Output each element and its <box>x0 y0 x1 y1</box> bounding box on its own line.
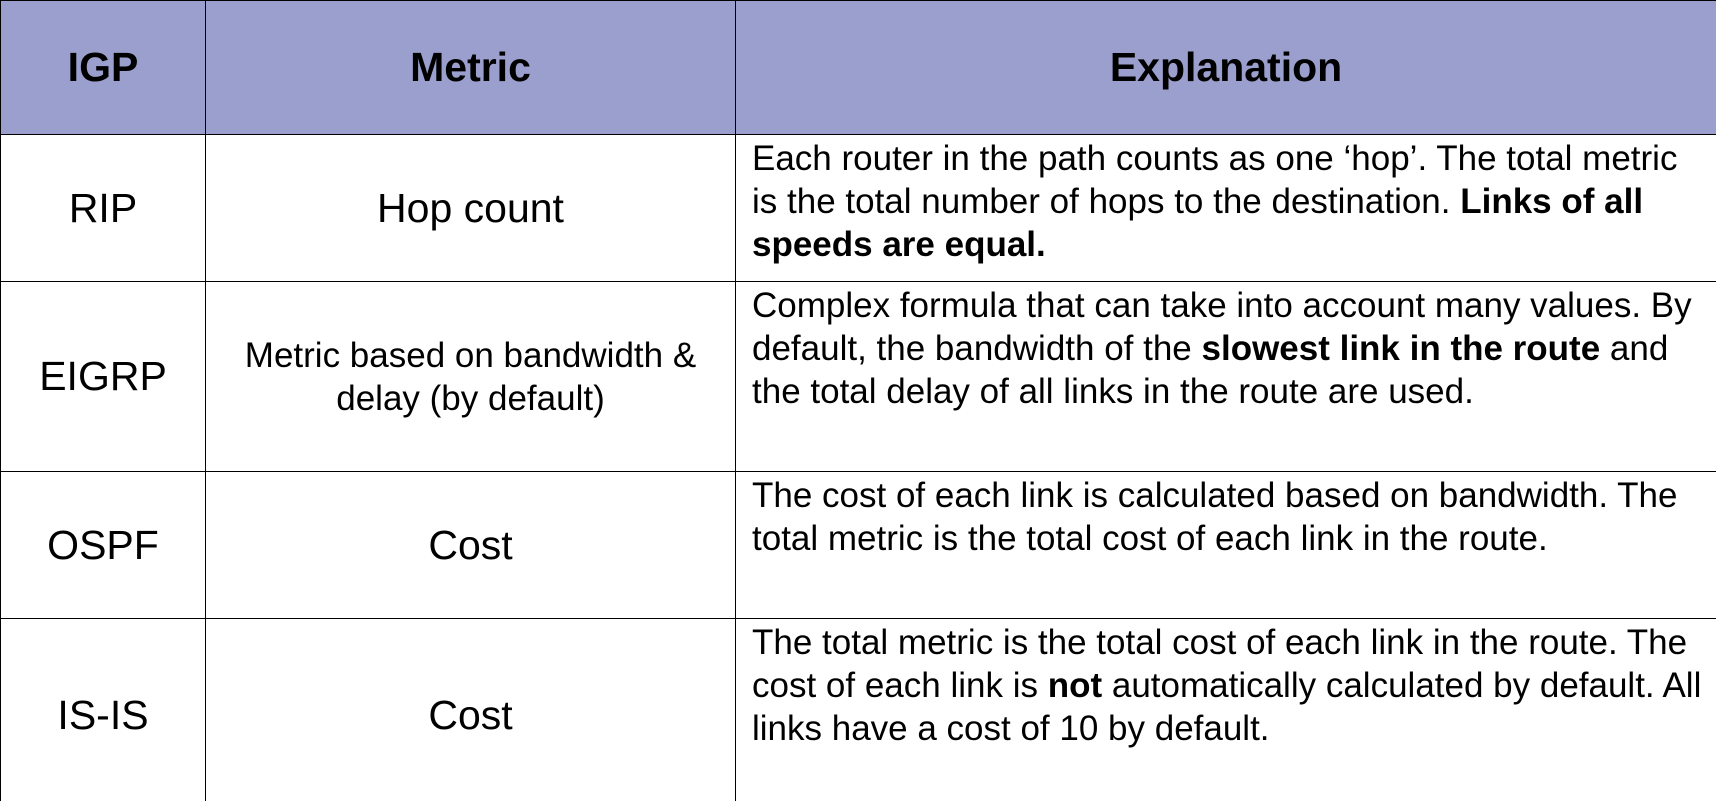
explanation-cell <box>736 135 1716 282</box>
igp-cell: EIGRP <box>1 282 206 472</box>
explanation-text: Complex formula that can take into account many values. By default, the bandwidth of the <box>752 286 1692 368</box>
header-explanation: Explanation <box>736 1 1716 135</box>
igp-cell: RIP <box>1 135 206 282</box>
explanation-text-bold: Links of all speeds are equal. <box>752 182 1644 264</box>
explanation-cell <box>736 472 1716 619</box>
metric-cell: Hop count <box>206 135 736 282</box>
explanation-text: The cost of each link is calculated based on bandwidth. The total metric is the total cost of each link in the route. <box>752 476 1678 558</box>
explanation-text: The total metric is the total cost of each link in the route. The cost of each link is <box>752 623 1688 705</box>
header-igp: IGP <box>1 1 206 135</box>
igp-cell: OSPF <box>1 472 206 619</box>
table-row <box>1 282 1716 472</box>
metric-cell: Cost <box>206 472 736 619</box>
explanation-cell <box>736 619 1716 801</box>
table-row <box>1 472 1716 619</box>
explanation-cell <box>736 282 1716 472</box>
metric-cell: Metric based on bandwidth & delay (by default) <box>206 282 736 472</box>
explanation-text: Each router in the path counts as one ‘hop’. The total metric is the total number of hops to the destination. <box>752 139 1678 221</box>
explanation-text-bold: slowest link in the route <box>1201 329 1601 368</box>
metric-cell: Cost <box>206 619 736 801</box>
explanation-text: automatically calculated by default. All links have a cost of 10 by default. <box>752 666 1702 748</box>
explanation-text: and the total delay of all links in the route are used. <box>752 329 1669 411</box>
table-row <box>1 619 1716 801</box>
header-metric: Metric <box>206 1 736 135</box>
table-row <box>1 135 1716 282</box>
explanation-text-bold: not <box>1047 666 1103 705</box>
header-row <box>1 1 1716 135</box>
igp-cell: IS-IS <box>1 619 206 801</box>
